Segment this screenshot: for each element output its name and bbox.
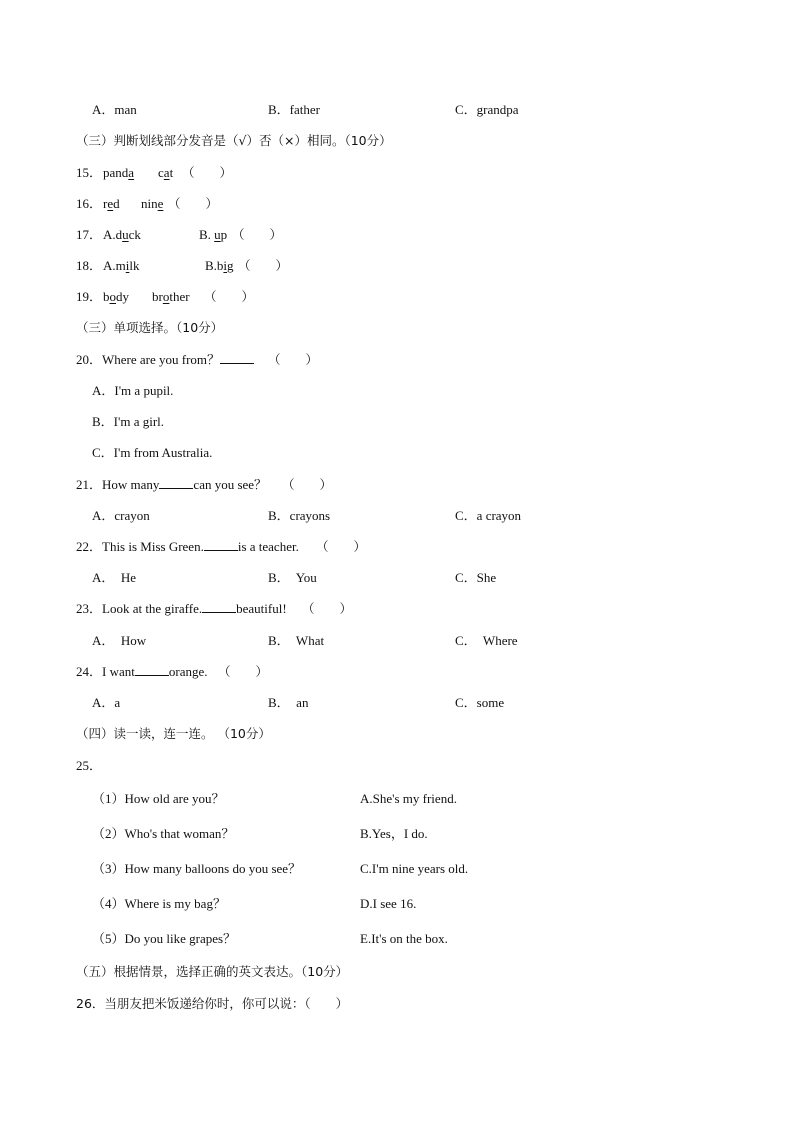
q22-options: [0, 568, 794, 588]
q20-option-a[interactable]: A．I'm a pupil.: [92, 383, 174, 398]
q25-question-1[interactable]: （1）How old are you？: [92, 791, 225, 806]
section-3a-title: [0, 131, 794, 151]
q16-answer-paren[interactable]: （ ）: [168, 196, 219, 211]
q24-option-c[interactable]: C．some: [455, 695, 505, 710]
q16-number: 16．: [76, 196, 103, 211]
section-4-title-text: （四）读一读，连一连。 （10分）: [76, 726, 271, 741]
q21-options: [0, 506, 794, 526]
q23-option-b[interactable]: B． What: [268, 633, 325, 648]
q22-option-c[interactable]: C．She: [455, 570, 497, 585]
q22-option-b[interactable]: B． You: [268, 570, 317, 585]
q14-options: [0, 100, 794, 120]
q25-pair-4: [0, 894, 794, 914]
q20-option-b[interactable]: B．I'm a girl.: [92, 414, 165, 429]
q20-stem: 20．Where are you from？: [76, 350, 254, 370]
q21-stem: 21．How many can you see？: [76, 477, 268, 492]
q25: [0, 756, 794, 776]
q22-answer-paren[interactable]: （ ）: [316, 539, 367, 554]
q15: [0, 163, 794, 183]
q18-option-b: B.big: [205, 258, 234, 273]
q15-number: 15．: [76, 165, 103, 180]
q21-option-a[interactable]: A．crayon: [92, 508, 150, 523]
q17-number: 17．: [76, 227, 103, 242]
q17: [0, 225, 794, 245]
section-4-title: [0, 724, 794, 744]
q23-option-c[interactable]: C． Where: [455, 633, 518, 648]
q20-option-c[interactable]: C．I'm from Australia.: [92, 445, 213, 460]
q25-answer-b[interactable]: B.Yes，I do.: [360, 826, 428, 841]
q19-word-2: brother: [152, 289, 190, 304]
q25-pair-5: [0, 929, 794, 949]
q25-pair-3: [0, 859, 794, 879]
q25-answer-a[interactable]: A.She's my friend.: [360, 791, 457, 806]
q22-stem: 22．This is Miss Green. is a teacher.: [76, 539, 299, 554]
section-3a-title-text: （三）判断划线部分发音是（√）否（×）相同。（10分）: [76, 133, 392, 148]
section-5-title: [0, 962, 794, 982]
q26-stem: 26．当朋友把米饭递给你时，你可以说：（ ）: [76, 996, 349, 1011]
q25-answer-e[interactable]: E.It's on the box.: [360, 931, 448, 946]
q18-number: 18．: [76, 258, 103, 273]
q25-question-3[interactable]: （3）How many balloons do you see？: [92, 861, 302, 876]
q16: [0, 194, 794, 214]
q23-answer-paren[interactable]: （ ）: [302, 601, 353, 616]
section-5-title-text: （五）根据情景，选择正确的英文表达。（10分）: [76, 964, 349, 979]
q26: [0, 994, 794, 1014]
q19-word-1: body: [103, 289, 129, 304]
q21-answer-paren[interactable]: （ ）: [282, 477, 333, 492]
q21: [0, 475, 794, 495]
q19-answer-paren[interactable]: （ ）: [204, 289, 255, 304]
q20-blank[interactable]: [220, 350, 254, 364]
q25-number: 25．: [76, 758, 103, 773]
q20-answer-paren[interactable]: （ ）: [268, 352, 319, 367]
q23-options: [0, 631, 794, 651]
q25-answer-c[interactable]: C.I'm nine years old.: [360, 861, 469, 876]
q25-question-4[interactable]: （4）Where is my bag？: [92, 896, 226, 911]
q17-option-a: A.duck: [103, 227, 141, 242]
q19: [0, 287, 794, 307]
q25-answer-d[interactable]: D.I see 16.: [360, 896, 417, 911]
section-3b-title-text: （三）单项选择。（10分）: [76, 320, 224, 335]
q15-answer-paren[interactable]: （ ）: [182, 165, 233, 180]
q25-question-5[interactable]: （5）Do you like grapes？: [92, 931, 237, 946]
q24-answer-paren[interactable]: （ ）: [218, 664, 269, 679]
q16-word-2: nine: [141, 196, 164, 211]
q22-blank[interactable]: [204, 537, 238, 551]
q24-options: [0, 693, 794, 713]
q18-option-a: A.milk: [103, 258, 140, 273]
section-3b-title: [0, 318, 794, 338]
q18-answer-paren[interactable]: （ ）: [238, 258, 289, 273]
q25-pair-2: [0, 824, 794, 844]
q15-word-1: panda: [103, 165, 135, 180]
q21-blank[interactable]: [159, 475, 193, 489]
q17-option-b: B. up: [199, 227, 228, 242]
q23-option-a[interactable]: A． How: [92, 633, 147, 648]
q23: [0, 599, 794, 619]
q25-question-2[interactable]: （2）Who's that woman？: [92, 826, 235, 841]
q16-word-1: red: [103, 196, 120, 211]
q24-option-b[interactable]: B． an: [268, 695, 309, 710]
q17-answer-paren[interactable]: （ ）: [232, 227, 283, 242]
q24-option-a[interactable]: A．a: [92, 695, 121, 710]
q24-blank[interactable]: [135, 662, 169, 676]
q14-option-b[interactable]: B．father: [268, 102, 320, 117]
q21-option-c[interactable]: C．a crayon: [455, 508, 522, 523]
q25-pair-1: [0, 789, 794, 809]
q14-option-a[interactable]: A．man: [92, 102, 137, 117]
q21-option-b[interactable]: B．crayons: [268, 508, 331, 523]
q15-word-2: cat: [158, 165, 174, 180]
q18: [0, 256, 794, 276]
q23-blank[interactable]: [202, 599, 236, 613]
q14-option-c[interactable]: C．grandpa: [455, 102, 519, 117]
q22-option-a[interactable]: A． He: [92, 570, 137, 585]
q23-stem: 23．Look at the giraffe. beautiful!: [76, 601, 287, 616]
q22: [0, 537, 794, 557]
q19-number: 19．: [76, 289, 103, 304]
q24: [0, 662, 794, 682]
q24-stem: 24．I want orange.: [76, 664, 208, 679]
q20: [0, 350, 794, 370]
